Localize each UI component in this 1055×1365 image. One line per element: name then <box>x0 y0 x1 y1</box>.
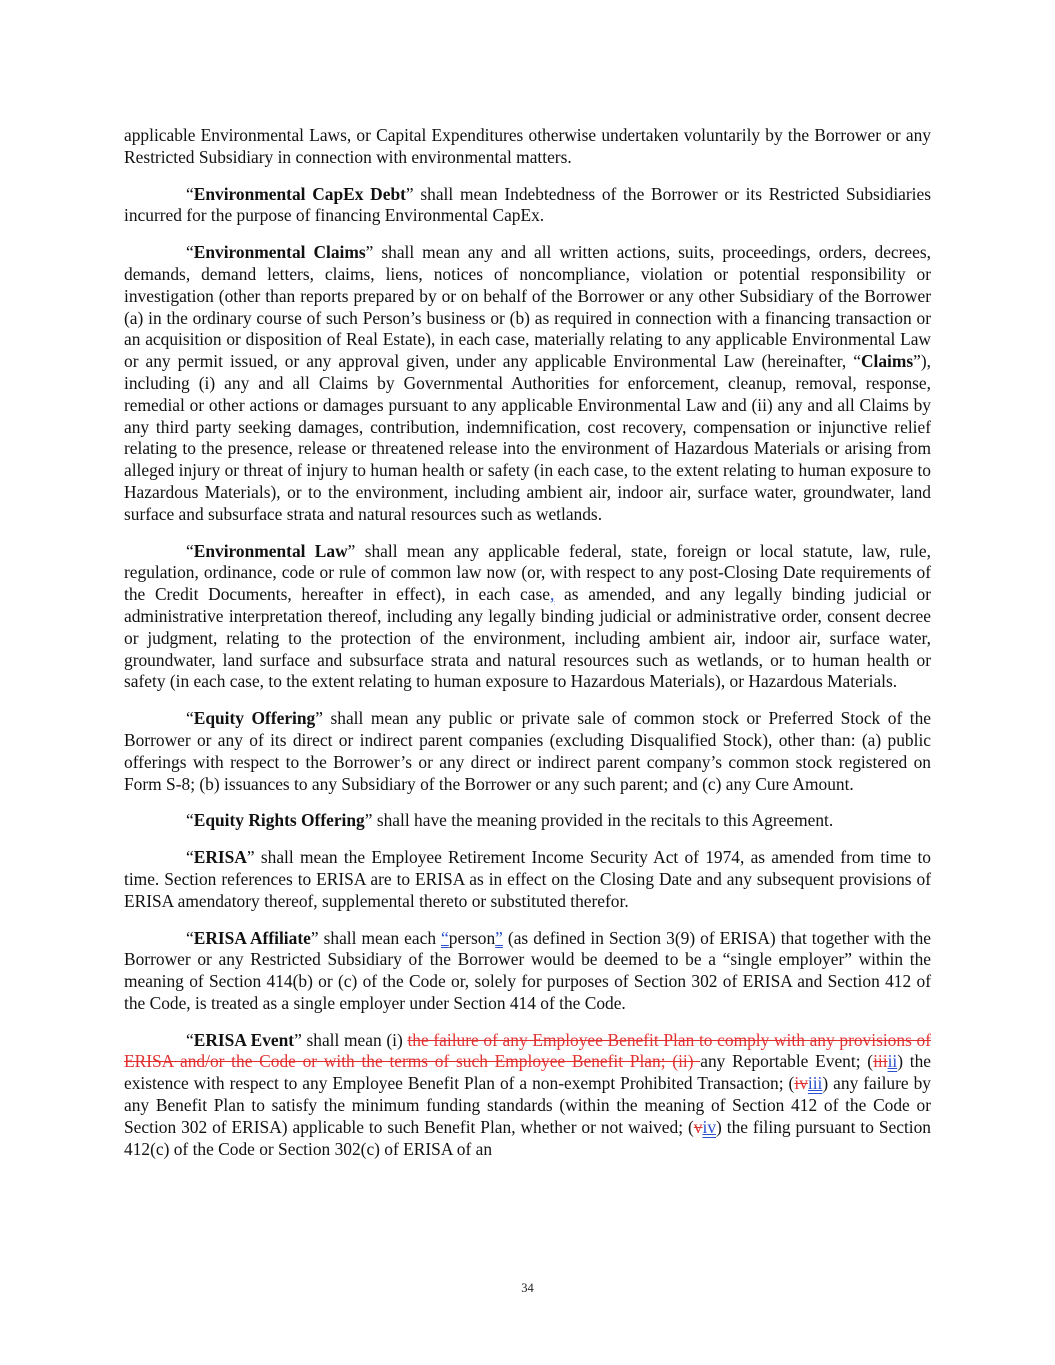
insertion-mark: iii <box>807 1073 823 1094</box>
deletion-mark: v <box>693 1116 703 1137</box>
definition-text: shall have the meaning provided in the recitals to this Agreement. <box>372 810 834 831</box>
definition-word: person <box>448 927 496 948</box>
definition-text: (as defined in Section 3(9) of ERISA) that together with the Borrower or any Restricted Subsidiary of the Borrower would be deemed to be a “single employer” within the meaning of Section 414(b) or (c) of the Code or, solely for purposes of Section 302 of ERISA and Section 412 of the Code, is treated as a single employer under Section 414 of the Code. <box>124 927 931 1013</box>
definition-text: ) any failure by any Benefit Plan to satisfy the minimum funding standards (within the meaning of Section 412 of the Code or Section 302 of ERISA) applicable to such Benefit Plan, whether or not waived; ( <box>124 1073 931 1137</box>
definition-text: ) the filing pursuant to Section 412(c) of the Code or Section 302(c) of ERISA of an <box>124 1116 931 1159</box>
defined-term: Equity Rights Offering <box>193 810 365 831</box>
document-body <box>124 125 931 1175</box>
definition-text: shall mean (i) <box>301 1029 408 1050</box>
defined-term: ERISA Affiliate <box>193 927 311 948</box>
defined-term: Environmental Claims <box>193 242 366 263</box>
definition-text: any Reportable Event; ( <box>700 1051 874 1072</box>
insertion-mark: ” <box>495 927 503 948</box>
insertion-mark: “ <box>441 927 449 948</box>
definition-environmental-claims: “Environmental Claims” shall mean any and all written actions, suits, proceedings, orders, decrees, demands, demand letters, claims, liens, notices of noncompliance, violation or potential responsibility or investigation (other than reports prepared by or on behalf of the Borrower or any other Subsidiary of the Borrower (a) in the ordinary course of such Person’s business or (b) as required in connection with a financing transaction or an acquisition or disposition of Real Estate), in each case, materially relating to any applicable Environmental Law or any permit issued, or any approval given, under any applicable Environmental Law (hereinafter, “Claims”), including (i) any and all Claims by Governmental Authorities for enforcement, cleanup, removal, response, remedial or other actions or damages pursuant to any applicable Environmental Law and (ii) any and all Claims by any third party seeking damages, contribution, indemnification, cost recovery, compensation or injunctive relief relating to the presence, release or threatened release into the environment of Hazardous Materials or arising from alleged injury or threat of injury to human health or safety (in each case, to the extent relating to human exposure to Hazardous Materials), or to the environment, including ambient air, indoor air, surface water, groundwater, land surface and subsurface strata and natural resources such as wetlands. <box>124 242 931 524</box>
paragraph-text: applicable Environmental Laws, or Capital Expenditures otherwise undertaken voluntarily by the Borrower or any Restricted Subsidiary in connection with environmental matters. <box>124 125 931 167</box>
insertion-mark: ii <box>887 1051 898 1072</box>
definition-text: shall mean each <box>318 927 442 948</box>
definition-equity-offering: “Equity Offering” shall mean any public or private sale of common stock or Preferred Stock of the Borrower or any of its direct or indirect parent companies (excluding Disqualified Stock), other than: (a) public offerings with respect to the Borrower’s or any direct or indirect parent company’s common stock registered on Form S-8; (b) issuances to any Subsidiary of the Borrower or any such parent; and (c) any Cure Amount. <box>124 708 931 794</box>
definition-erisa-affiliate: “ERISA Affiliate” shall mean each “person” (as defined in Section 3(9) of ERISA) that together with the Borrower or any Restricted Subsidiary of the Borrower would be deemed to be a “single employer” within the meaning of Section 414(b) or (c) of the Code or, solely for purposes of Section 302 of ERISA and Section 412 of the Code, is treated as a single employer under Section 414 of the Code. <box>124 927 931 1013</box>
definition-text: shall mean any and all written actions, suits, proceedings, orders, decrees, demands, demand letters, claims, liens, notices of noncompliance, violation or potential responsibility or investigation (other than reports prepared by or on behalf of the Borrower or any other Subsidiary of the Borrower (a) in the ordinary course of such Person’s business or (b) as required in connection with a financing transaction or an acquisition or disposition of Real Estate), in each case, materially relating to any applicable Environmental Law or any permit issued, or any approval given, under any applicable Environmental Law (hereinafter, “ <box>124 242 931 372</box>
defined-term-claims: Claims <box>860 351 914 372</box>
defined-term: Equity Offering <box>193 708 316 729</box>
definition-text: ”), including (i) any and all Claims by Governmental Authorities for enforcement, cleanup, removal, response, remedial or other actions or damages pursuant to any applicable Environmental Law and (ii) any and all Claims by any third party seeking damages, contribution, indemnification, cost recovery, compensation or injunctive relief relating to the presence, release or threatened release into the environment of Hazardous Materials or arising from alleged injury or threat of injury to human health or safety (in each case, to the extent relating to human exposure to Hazardous Materials), or to the environment, including ambient air, indoor air, surface water, groundwater, land surface and subsurface strata and natural resources such as wetlands. <box>124 351 931 524</box>
definition-equity-rights-offering: “Equity Rights Offering” shall have the meaning provided in the recitals to this Agreement. <box>186 810 834 831</box>
definition-text: ) the existence with respect to any Employee Benefit Plan of a non-exempt Prohibited Transaction; ( <box>124 1051 932 1094</box>
definition-text: as amended, and any legally binding judicial or administrative interpretation thereof, including any legally binding judicial or administrative order, consent decree or judgment, relating to the protection of the environment, including ambient air, indoor air, surface water, groundwater, land surface and subsurface strata and natural resources such as wetlands, or to human health or safety (in each case, to the extent relating to human exposure to Hazardous Materials), or Hazardous Materials. <box>124 584 931 692</box>
defined-term: ERISA <box>193 847 247 868</box>
definition-text: shall mean any public or private sale of common stock or Preferred Stock of the Borrower or any of its direct or indirect parent companies (excluding Disqualified Stock), other than: (a) public offerings with respect to the Borrower’s or any direct or indirect parent company’s common stock registered on Form S-8; (b) issuances to any Subsidiary of the Borrower or any such parent; and (c) any Cure Amount. <box>124 708 931 794</box>
page-number: 34 <box>521 1281 534 1295</box>
deletion-mark: iv <box>794 1073 808 1094</box>
deletion-mark: iii <box>873 1051 888 1072</box>
insertion-mark: iv <box>702 1116 717 1137</box>
deletion-mark: the failure of any Employee Benefit Plan to comply with any provisions of ERISA and/or the Code or with the terms of such Employee Benefit Plan; (ii) <box>124 1029 931 1072</box>
paragraph-continuation <box>124 125 931 169</box>
definition-erisa-event: “ERISA Event” shall mean (i) the failure of any Employee Benefit Plan to comply with any provisions of ERISA and/or the Code or with the terms of such Employee Benefit Plan; (ii) any Reportable Event; (iiiii) the existence with respect to any Employee Benefit Plan of a non-exempt Prohibited Transaction; (iviii) any failure by any Benefit Plan to satisfy the minimum funding standards (within the meaning of Section 412 of the Code or Section 302 of ERISA) applicable to such Benefit Plan, whether or not waived; (viv) the filing pursuant to Section 412(c) of the Code or Section 302(c) of ERISA of an <box>124 1029 932 1159</box>
defined-term: Environmental CapEx Debt <box>193 183 406 204</box>
definition-erisa: “ERISA” shall mean the Employee Retirement Income Security Act of 1974, as amended from time to time. Section references to ERISA are to ERISA as in effect on the Closing Date and any subsequent provisions of ERISA amendatory thereof, supplemental thereto or substituted therefor. <box>124 847 931 911</box>
defined-term: ERISA Event <box>193 1029 295 1050</box>
definition-environmental-capex-debt: “Environmental CapEx Debt” shall mean Indebtedness of the Borrower or its Restricted Subsidiaries incurred for the purpose of financing Environmental CapEx. <box>124 183 931 226</box>
definition-environmental-law: “Environmental Law” shall mean any applicable federal, state, foreign or local statute, law, rule, regulation, ordinance, code or rule of common law now (or, with respect to any post-Closing Date requirements of the Credit Documents, hereafter in effect), in each case, as amended, and any legally binding judicial or administrative interpretation thereof, including any legally binding judicial or administrative order, consent decree or judgment, relating to the protection of the environment, including ambient air, indoor air, surface water, groundwater, land surface and subsurface strata and natural resources such as wetlands, or to human health or safety (in each case, to the extent relating to human exposure to Hazardous Materials), or Hazardous Materials. <box>124 540 932 692</box>
definition-text: shall mean the Employee Retirement Income Security Act of 1974, as amended from time to time. Section references to ERISA are to ERISA as in effect on the Closing Date and any subsequent provisions of ERISA amendatory thereof, supplemental thereto or substituted therefor. <box>124 847 931 911</box>
insertion-mark: , <box>549 584 555 605</box>
definition-text: shall mean Indebtedness of the Borrower or its Restricted Subsidiaries incurred for the purpose of financing Environmental CapEx. <box>124 183 931 226</box>
defined-term: Environmental Law <box>193 540 348 561</box>
definition-text: shall mean any applicable federal, state, foreign or local statute, law, rule, regulation, ordinance, code or rule of common law now (or, with respect to any post-Closing Date requirements of the Credit Documents, hereafter in effect), in each case <box>124 540 932 605</box>
